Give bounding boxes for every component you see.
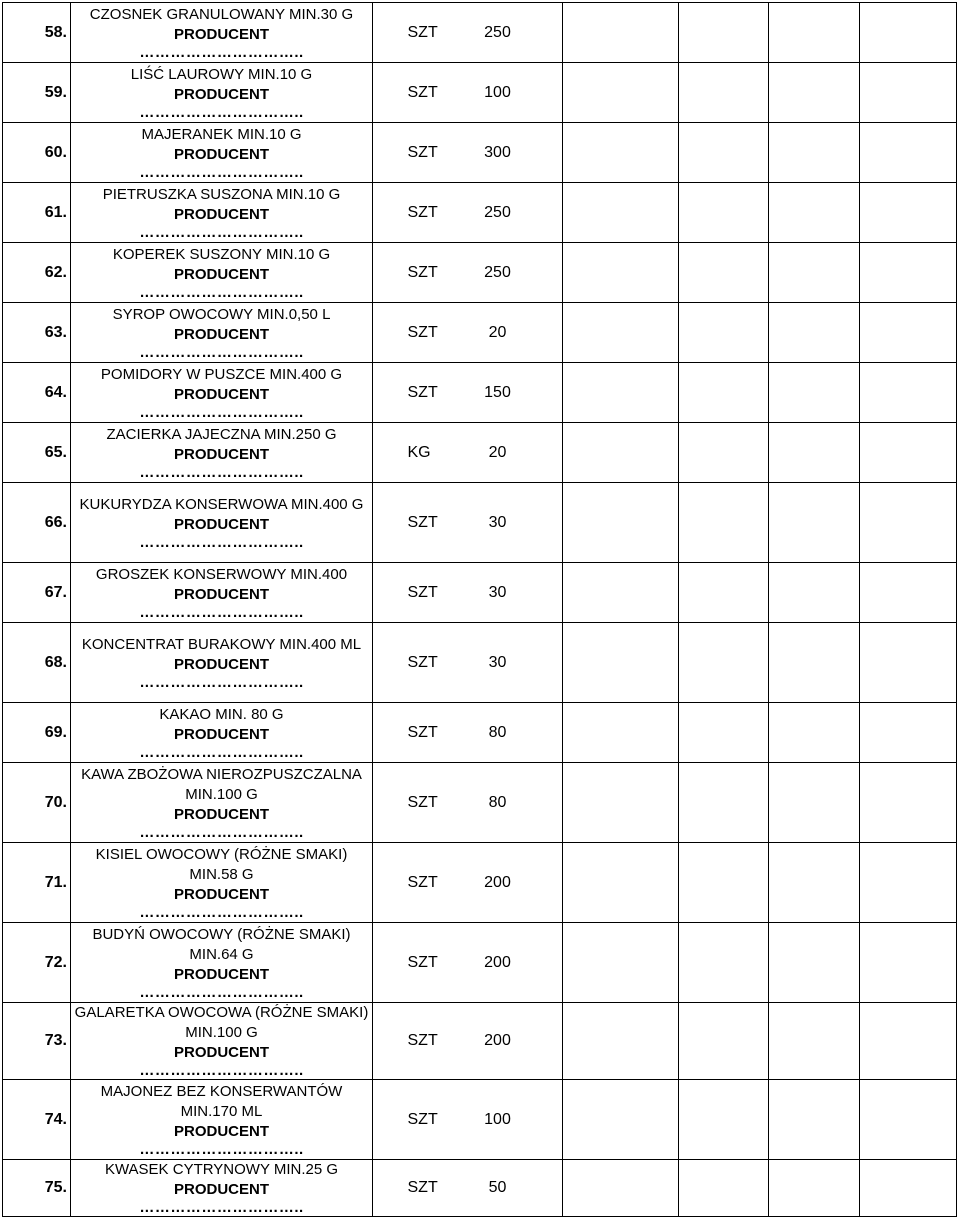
price-cell — [563, 843, 679, 923]
net-value-cell — [679, 623, 769, 703]
producent-label: PRODUCENT — [173, 725, 269, 743]
price-cell — [563, 1003, 679, 1080]
product-name: KAWA ZBOŻOWA NIEROZPUSZCZALNA MIN.100 G — [81, 765, 362, 803]
producent-dots: ………………………….. — [139, 823, 304, 841]
row-number — [3, 703, 71, 763]
producent-dots: ………………………….. — [139, 1062, 304, 1079]
row-number — [3, 763, 71, 843]
quantity: 80 — [488, 793, 507, 811]
row-number — [3, 623, 71, 703]
product-name: GROSZEK KONSERWOWY MIN.400 — [95, 565, 348, 583]
gross-value-cell — [860, 243, 957, 303]
producent-dots: ………………………….. — [139, 223, 304, 241]
producent-dots: ………………………….. — [139, 163, 304, 181]
table-row — [3, 303, 957, 363]
unit: KG — [407, 443, 431, 461]
product-name: MAJONEZ BEZ KONSERWANTÓW MIN.170 ML — [100, 1082, 343, 1120]
product-name-cell — [71, 123, 373, 183]
price-cell — [563, 1160, 679, 1217]
unit-qty-cell — [373, 563, 563, 623]
price-cell — [563, 363, 679, 423]
row-number — [3, 563, 71, 623]
row-number-text: 71. — [44, 873, 67, 891]
product-name: KONCENTRAT BURAKOWY MIN.400 ML — [81, 635, 362, 653]
unit-qty-cell — [373, 63, 563, 123]
price-cell — [563, 423, 679, 483]
table-row — [3, 243, 957, 303]
gross-value-cell — [860, 923, 957, 1003]
product-name: KUKURYDZA KONSERWOWA MIN.400 G — [79, 495, 364, 513]
unit: SZT — [407, 723, 438, 741]
table-row — [3, 63, 957, 123]
price-cell — [563, 183, 679, 243]
table-row — [3, 1160, 957, 1217]
row-number — [3, 123, 71, 183]
producent-label: PRODUCENT — [173, 1122, 269, 1140]
unit-qty-cell — [373, 1080, 563, 1160]
product-name-cell — [71, 303, 373, 363]
table-row — [3, 1080, 957, 1160]
product-name-cell — [71, 703, 373, 763]
gross-value-cell — [860, 123, 957, 183]
producent-dots: ………………………….. — [139, 343, 304, 361]
producent-dots: ………………………….. — [139, 463, 304, 481]
price-cell — [563, 763, 679, 843]
quantity: 300 — [484, 143, 511, 161]
product-name: BUDYŃ OWOCOWY (RÓŻNE SMAKI) MIN.64 G — [92, 925, 351, 963]
vat-cell — [769, 1080, 860, 1160]
row-number — [3, 63, 71, 123]
product-name-cell — [71, 1160, 373, 1217]
unit: SZT — [407, 1032, 438, 1049]
product-name: KOPEREK SUSZONY MIN.10 G — [112, 245, 331, 263]
gross-value-cell — [860, 703, 957, 763]
row-number-text: 72. — [44, 953, 67, 971]
unit-qty-cell — [373, 923, 563, 1003]
producent-dots: ………………………….. — [139, 1140, 304, 1158]
quantity: 250 — [484, 263, 511, 281]
table-row — [3, 123, 957, 183]
unit: SZT — [407, 323, 438, 341]
row-number-text: 60. — [44, 143, 67, 161]
vat-cell — [769, 1003, 860, 1080]
price-cell — [563, 1080, 679, 1160]
quantity: 200 — [484, 873, 511, 891]
unit-qty-cell — [373, 843, 563, 923]
vat-cell — [769, 703, 860, 763]
unit: SZT — [407, 873, 438, 891]
row-number-text: 65. — [44, 443, 67, 461]
producent-dots: ………………………….. — [139, 743, 304, 761]
unit: SZT — [407, 143, 438, 161]
product-name-cell — [71, 623, 373, 703]
vat-cell — [769, 3, 860, 63]
row-number — [3, 843, 71, 923]
product-name: PIETRUSZKA SUSZONA MIN.10 G — [102, 185, 341, 203]
quantity: 20 — [488, 323, 507, 341]
row-number — [3, 243, 71, 303]
vat-cell — [769, 483, 860, 563]
quantity: 200 — [484, 1032, 511, 1049]
table-row — [3, 703, 957, 763]
table-row — [3, 763, 957, 843]
vat-cell — [769, 843, 860, 923]
net-value-cell — [679, 3, 769, 63]
producent-label: PRODUCENT — [173, 515, 269, 533]
producent-label: PRODUCENT — [173, 205, 269, 223]
row-number — [3, 303, 71, 363]
net-value-cell — [679, 63, 769, 123]
net-value-cell — [679, 423, 769, 483]
unit: SZT — [407, 1179, 438, 1196]
table-row — [3, 623, 957, 703]
product-name-cell — [71, 363, 373, 423]
row-number-text: 59. — [44, 83, 67, 101]
unit-qty-cell — [373, 243, 563, 303]
product-name-cell — [71, 763, 373, 843]
price-cell — [563, 483, 679, 563]
quantity: 150 — [484, 383, 511, 401]
vat-cell — [769, 1160, 860, 1217]
row-number — [3, 1160, 71, 1217]
producent-dots: ………………………….. — [139, 673, 304, 691]
producent-dots: ………………………….. — [139, 903, 304, 921]
table-row — [3, 183, 957, 243]
vat-cell — [769, 363, 860, 423]
row-number-text: 70. — [44, 793, 67, 811]
gross-value-cell — [860, 363, 957, 423]
unit-qty-cell — [373, 303, 563, 363]
producent-label: PRODUCENT — [173, 655, 269, 673]
table-row — [3, 563, 957, 623]
row-number-text: 61. — [44, 203, 67, 221]
vat-cell — [769, 423, 860, 483]
row-number-text: 63. — [44, 323, 67, 341]
price-cell — [563, 243, 679, 303]
unit: SZT — [407, 203, 438, 221]
unit: SZT — [407, 653, 438, 671]
row-number — [3, 183, 71, 243]
table-row — [3, 423, 957, 483]
quantity: 250 — [484, 23, 511, 41]
gross-value-cell — [860, 1080, 957, 1160]
net-value-cell — [679, 183, 769, 243]
price-cell — [563, 923, 679, 1003]
row-number-text: 69. — [44, 723, 67, 741]
product-name-cell — [71, 423, 373, 483]
row-number-text: 62. — [44, 263, 67, 281]
vat-cell — [769, 303, 860, 363]
vat-cell — [769, 63, 860, 123]
unit-qty-cell — [373, 123, 563, 183]
product-name-cell — [71, 183, 373, 243]
unit: SZT — [407, 583, 438, 601]
unit: SZT — [407, 793, 438, 811]
quantity: 50 — [488, 1179, 507, 1196]
table-row — [3, 3, 957, 63]
quantity: 200 — [484, 953, 511, 971]
unit: SZT — [407, 1110, 438, 1128]
product-name: LIŚĆ LAUROWY MIN.10 G — [130, 65, 313, 83]
quantity: 30 — [488, 653, 507, 671]
producent-label: PRODUCENT — [173, 265, 269, 283]
product-name-cell — [71, 63, 373, 123]
net-value-cell — [679, 923, 769, 1003]
product-name: KISIEL OWOCOWY (RÓŻNE SMAKI) MIN.58 G — [95, 845, 348, 883]
gross-value-cell — [860, 303, 957, 363]
net-value-cell — [679, 843, 769, 923]
unit-qty-cell — [373, 703, 563, 763]
price-cell — [563, 3, 679, 63]
quantity: 30 — [488, 583, 507, 601]
table-row — [3, 363, 957, 423]
producent-label: PRODUCENT — [173, 25, 269, 43]
gross-value-cell — [860, 563, 957, 623]
unit: SZT — [407, 383, 438, 401]
row-number — [3, 423, 71, 483]
row-number-text: 67. — [44, 583, 67, 601]
gross-value-cell — [860, 63, 957, 123]
gross-value-cell — [860, 3, 957, 63]
producent-label: PRODUCENT — [173, 85, 269, 103]
quantity: 20 — [488, 443, 507, 461]
product-name-cell — [71, 1003, 373, 1080]
unit-qty-cell — [373, 763, 563, 843]
row-number-text: 58. — [44, 23, 67, 41]
producent-dots: ………………………….. — [139, 103, 304, 121]
producent-label: PRODUCENT — [173, 885, 269, 903]
vat-cell — [769, 563, 860, 623]
producent-dots: ………………………….. — [139, 403, 304, 421]
net-value-cell — [679, 303, 769, 363]
net-value-cell — [679, 1160, 769, 1217]
producent-label: PRODUCENT — [173, 805, 269, 823]
gross-value-cell — [860, 423, 957, 483]
product-name: POMIDORY W PUSZCE MIN.400 G — [100, 365, 343, 383]
quantity: 250 — [484, 203, 511, 221]
product-name-cell — [71, 923, 373, 1003]
unit-qty-cell — [373, 363, 563, 423]
unit-qty-cell — [373, 623, 563, 703]
product-name: CZOSNEK GRANULOWANY MIN.30 G — [89, 5, 354, 23]
producent-label: PRODUCENT — [173, 1044, 269, 1061]
row-number — [3, 483, 71, 563]
unit-qty-cell — [373, 483, 563, 563]
producent-label: PRODUCENT — [173, 965, 269, 983]
row-number — [3, 923, 71, 1003]
table-row — [3, 483, 957, 563]
price-cell — [563, 123, 679, 183]
price-cell — [563, 563, 679, 623]
product-name-cell — [71, 1080, 373, 1160]
net-value-cell — [679, 483, 769, 563]
vat-cell — [769, 763, 860, 843]
product-name-cell — [71, 483, 373, 563]
gross-value-cell — [860, 183, 957, 243]
row-number-text: 74. — [44, 1110, 67, 1128]
producent-label: PRODUCENT — [173, 445, 269, 463]
producent-dots: ………………………….. — [139, 983, 304, 1001]
price-cell — [563, 703, 679, 763]
product-name: KAKAO MIN. 80 G — [159, 705, 284, 723]
row-number — [3, 363, 71, 423]
net-value-cell — [679, 1080, 769, 1160]
producent-label: PRODUCENT — [173, 1181, 269, 1198]
price-cell — [563, 303, 679, 363]
producent-label: PRODUCENT — [173, 385, 269, 403]
net-value-cell — [679, 1003, 769, 1080]
unit-qty-cell — [373, 423, 563, 483]
table-row — [3, 1003, 957, 1080]
producent-dots: ………………………….. — [139, 533, 304, 551]
vat-cell — [769, 123, 860, 183]
product-name-cell — [71, 243, 373, 303]
vat-cell — [769, 243, 860, 303]
unit-qty-cell — [373, 1160, 563, 1217]
net-value-cell — [679, 703, 769, 763]
price-cell — [563, 623, 679, 703]
quantity: 30 — [488, 513, 507, 531]
producent-label: PRODUCENT — [173, 325, 269, 343]
gross-value-cell — [860, 763, 957, 843]
product-name-cell — [71, 843, 373, 923]
row-number-text: 75. — [44, 1179, 67, 1196]
quantity: 80 — [488, 723, 507, 741]
gross-value-cell — [860, 623, 957, 703]
row-number — [3, 1080, 71, 1160]
row-number — [3, 1003, 71, 1080]
table-row — [3, 923, 957, 1003]
table-row — [3, 843, 957, 923]
row-number-text: 68. — [44, 653, 67, 671]
unit: SZT — [407, 513, 438, 531]
net-value-cell — [679, 243, 769, 303]
producent-dots: ………………………….. — [139, 43, 304, 61]
row-number — [3, 3, 71, 63]
product-table — [2, 2, 957, 1217]
unit-qty-cell — [373, 1003, 563, 1080]
net-value-cell — [679, 563, 769, 623]
quantity: 100 — [484, 83, 511, 101]
gross-value-cell — [860, 1160, 957, 1217]
producent-dots: ………………………….. — [139, 603, 304, 621]
product-name: SYROP OWOCOWY MIN.0,50 L — [112, 305, 331, 323]
row-number-text: 64. — [44, 383, 67, 401]
product-name-cell — [71, 3, 373, 63]
unit-qty-cell — [373, 183, 563, 243]
unit-qty-cell — [373, 3, 563, 63]
net-value-cell — [679, 363, 769, 423]
row-number-text: 73. — [44, 1032, 67, 1049]
gross-value-cell — [860, 483, 957, 563]
producent-dots: ………………………….. — [139, 1199, 304, 1216]
product-name-cell — [71, 563, 373, 623]
vat-cell — [769, 623, 860, 703]
net-value-cell — [679, 763, 769, 843]
producent-label: PRODUCENT — [173, 145, 269, 163]
quantity: 100 — [484, 1110, 511, 1128]
gross-value-cell — [860, 1003, 957, 1080]
product-name: ZACIERKA JAJECZNA MIN.250 G — [106, 425, 337, 443]
unit: SZT — [407, 953, 438, 971]
product-name: GALARETKA OWOCOWA (RÓŻNE SMAKI) MIN.100 G — [74, 1004, 369, 1041]
producent-label: PRODUCENT — [173, 585, 269, 603]
producent-dots: ………………………….. — [139, 283, 304, 301]
vat-cell — [769, 183, 860, 243]
net-value-cell — [679, 123, 769, 183]
product-table-body — [3, 3, 957, 1217]
unit: SZT — [407, 83, 438, 101]
product-name: KWASEK CYTRYNOWY MIN.25 G — [104, 1161, 339, 1178]
unit: SZT — [407, 263, 438, 281]
product-name: MAJERANEK MIN.10 G — [141, 125, 302, 143]
price-cell — [563, 63, 679, 123]
gross-value-cell — [860, 843, 957, 923]
unit: SZT — [407, 23, 438, 41]
vat-cell — [769, 923, 860, 1003]
row-number-text: 66. — [44, 513, 67, 531]
